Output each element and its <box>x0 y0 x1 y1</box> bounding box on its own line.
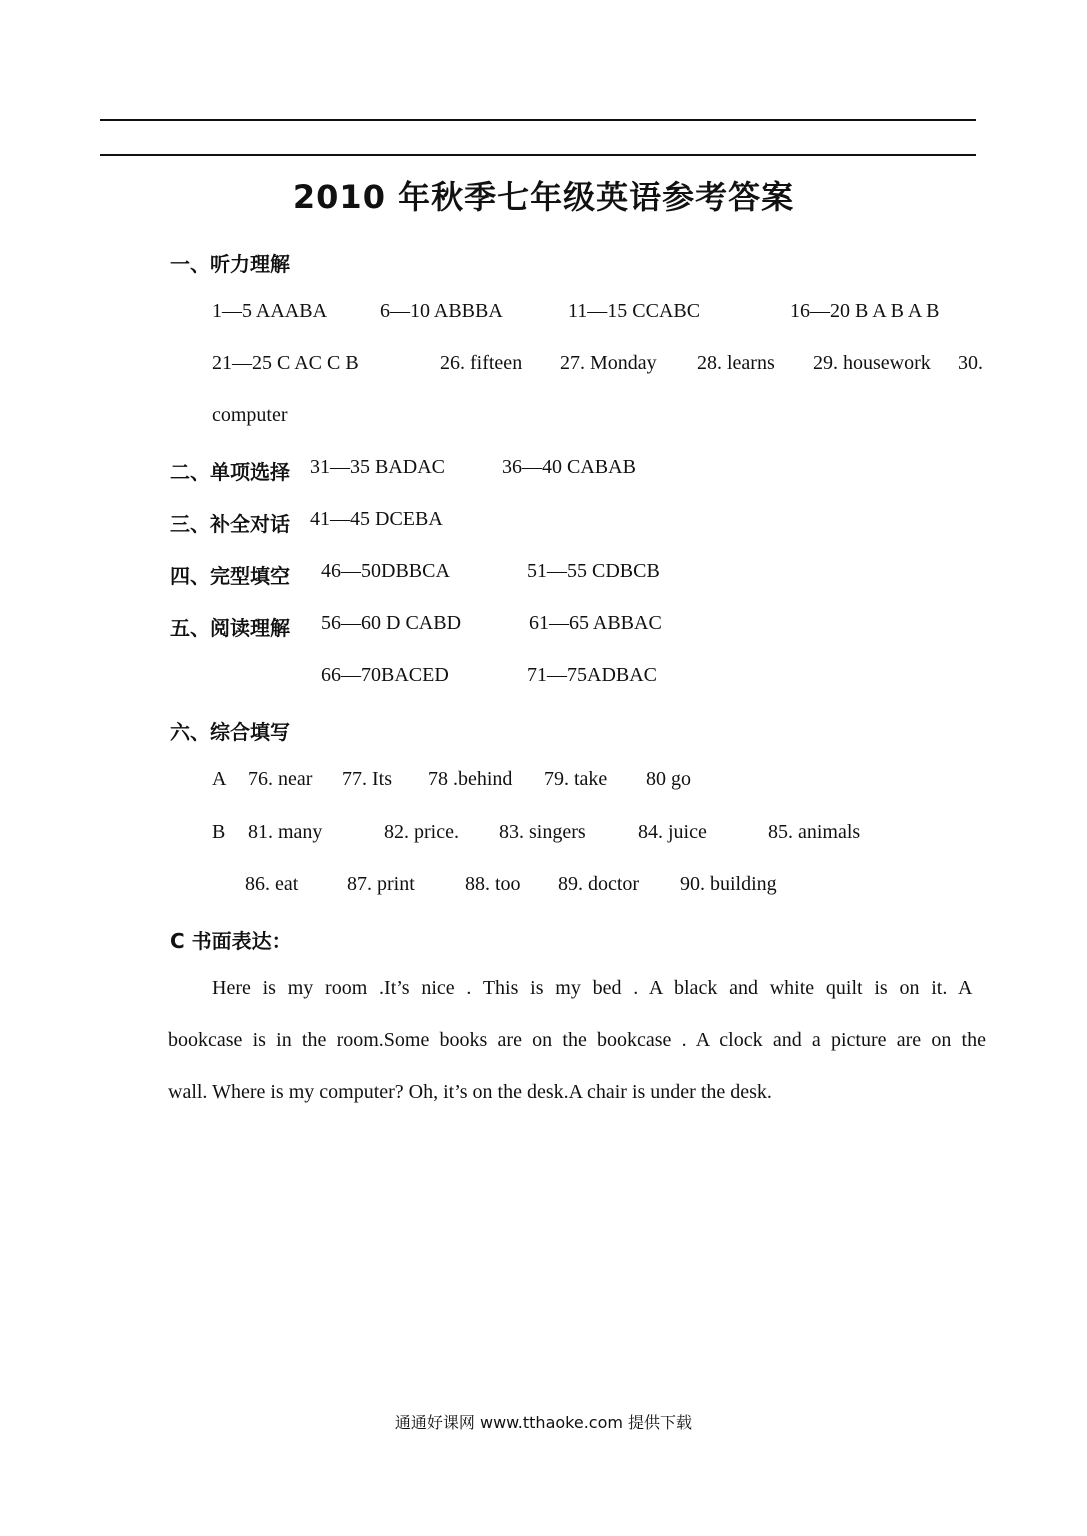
answer-30: computer <box>212 404 288 426</box>
section-comprehensive-heading: 六、综合填写 <box>170 720 290 744</box>
answer-77: 77. Its <box>342 768 392 790</box>
section-reading-heading: 五、阅读理解 <box>170 616 290 640</box>
answer-41-45: 41—45 DCEBA <box>310 508 443 530</box>
writing-line-2: bookcase is in the room.Some books are on the bookcase . A clock and a picture are on the <box>168 1029 986 1051</box>
answer-85: 85. animals <box>768 821 861 843</box>
answer-80: 80 go <box>646 768 691 790</box>
answer-76: 76. near <box>248 768 313 790</box>
answer-78: 78 .behind <box>428 768 513 790</box>
section-listening-heading: 一、听力理解 <box>170 252 290 276</box>
footer-source: 通通好课网 www.tthaoke.com 提供下载 <box>394 1413 693 1432</box>
answer-27: 27. Monday <box>560 352 657 374</box>
answer-86: 86. eat <box>245 873 299 895</box>
answer-31-35: 31—35 BADAC <box>310 456 446 478</box>
answer-26: 26. fifteen <box>440 352 523 374</box>
answer-56-60: 56—60 D CABD <box>321 612 462 634</box>
answer-36-40: 36—40 CABAB <box>502 456 636 478</box>
answer-16-20: 16—20 B A B A B <box>790 300 940 322</box>
answer-6-10: 6—10 ABBBA <box>380 300 503 322</box>
section-single-choice-heading: 二、单项选择 <box>170 460 290 484</box>
answer-83: 83. singers <box>499 821 586 843</box>
answer-82: 82. price. <box>384 821 459 843</box>
answer-28: 28. learns <box>697 352 775 374</box>
answer-21-25: 21—25 C AC C B <box>212 352 359 374</box>
writing-line-3: wall. Where is my computer? Oh, it’s on the desk.A chair is under the desk. <box>168 1081 772 1103</box>
answer-61-65: 61—65 ABBAC <box>529 612 662 634</box>
answer-89: 89. doctor <box>558 873 640 895</box>
answer-90: 90. building <box>680 873 777 895</box>
answer-84: 84. juice <box>638 821 707 843</box>
page-title: 2010 年秋季七年级英语参考答案 <box>292 178 795 216</box>
answer-79: 79. take <box>544 768 608 790</box>
answer-51-55: 51—55 CDBCB <box>527 560 660 582</box>
answer-71-75: 71—75ADBAC <box>527 664 658 686</box>
second-rule <box>100 154 976 156</box>
answer-11-15: 11—15 CCABC <box>568 300 701 322</box>
answer-1-5: 1—5 AAABA <box>212 300 328 322</box>
answer-81: 81. many <box>248 821 323 843</box>
part-b-label: B <box>212 821 226 843</box>
answer-88: 88. too <box>465 873 521 895</box>
answer-66-70: 66—70BACED <box>321 664 449 686</box>
section-cloze-heading: 四、完型填空 <box>170 564 290 588</box>
part-a-label: A <box>212 768 227 790</box>
answer-46-50: 46—50DBBCA <box>321 560 450 582</box>
answer-87: 87. print <box>347 873 415 895</box>
answer-29: 29. housework <box>813 352 931 374</box>
answer-30-number: 30. <box>958 352 983 374</box>
top-rule <box>100 119 976 121</box>
section-writing-heading: C 书面表达： <box>170 929 292 953</box>
writing-line-1: Here is my room .It’s nice . This is my bed . A black and white quilt is on it. A <box>212 977 973 999</box>
section-dialogue-heading: 三、补全对话 <box>170 512 290 536</box>
